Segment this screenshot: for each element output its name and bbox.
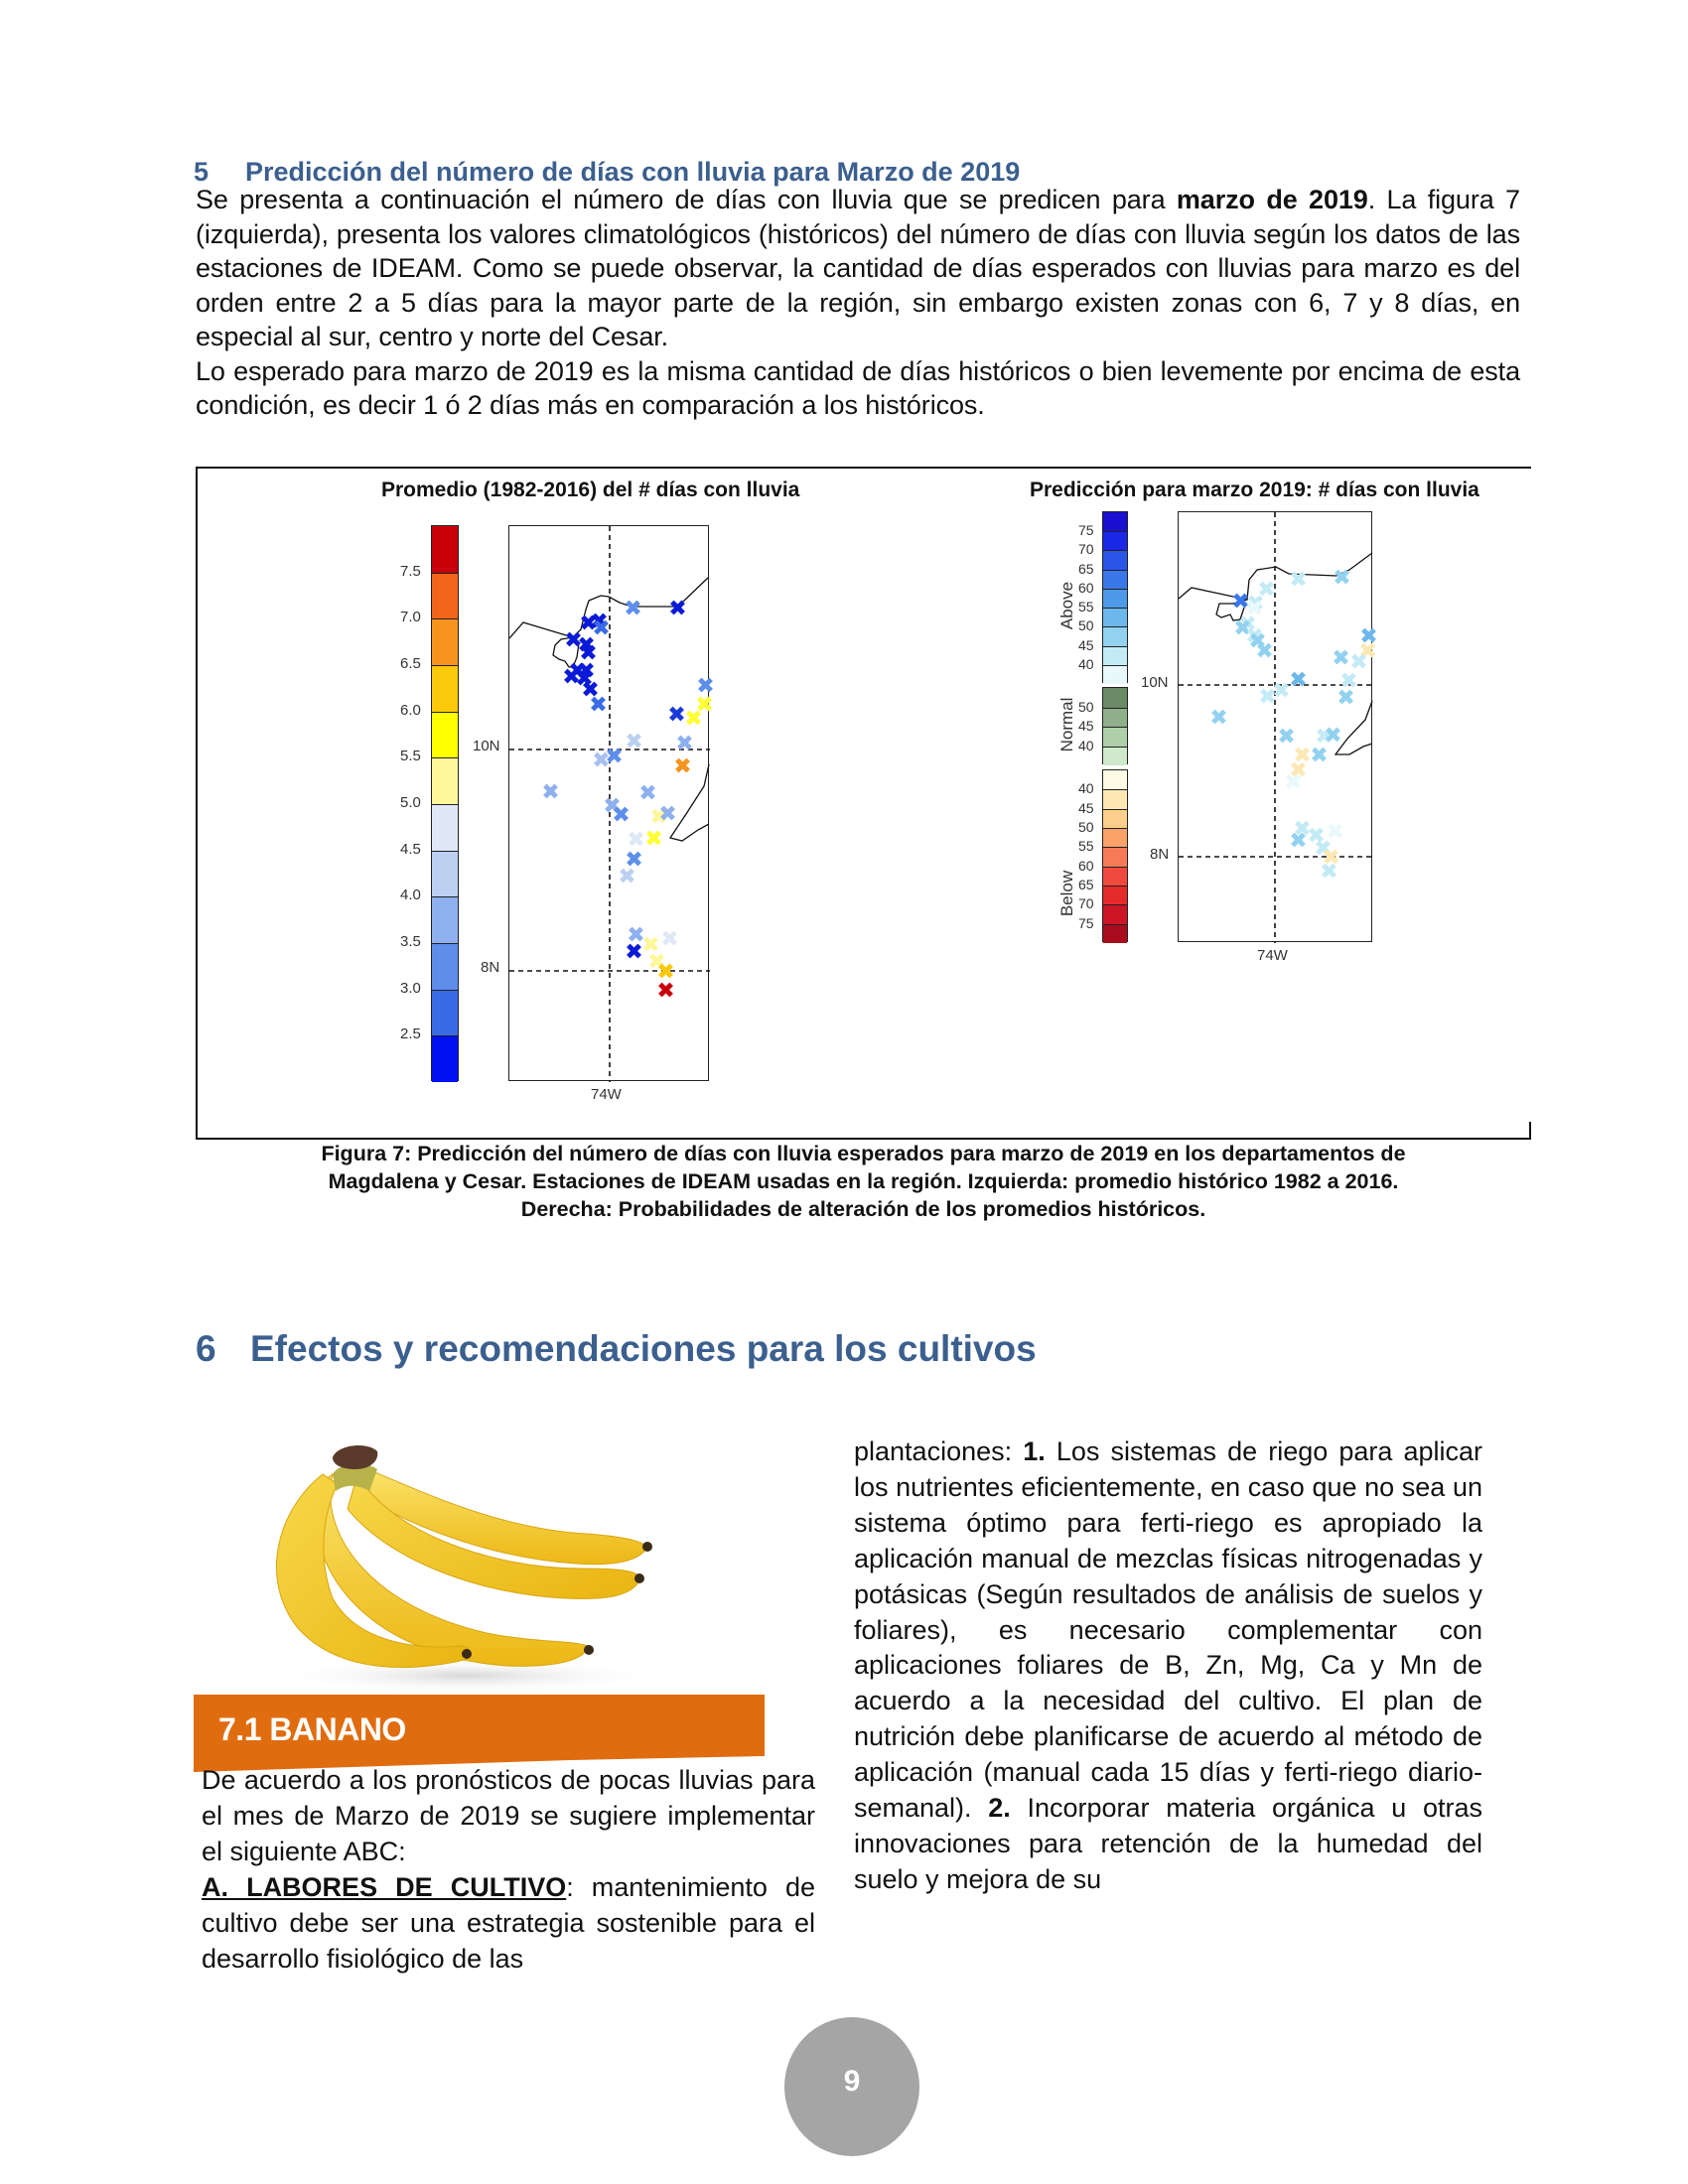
station-marker [1233, 594, 1247, 608]
colorbar-segment [1103, 550, 1127, 569]
colorbar-segment [1103, 570, 1127, 589]
station-marker [646, 831, 660, 845]
colorbar-segment [1103, 904, 1127, 923]
station-marker [581, 645, 595, 659]
station-marker [1274, 683, 1288, 697]
colorbar-segment [1103, 770, 1127, 789]
station-marker [627, 852, 640, 866]
station-marker [1324, 850, 1337, 864]
station-marker [1328, 824, 1341, 838]
colorbar-tick-label: 65 [1078, 560, 1094, 577]
section-title: Predicción del número de días con lluvia para Marzo de 2019 [245, 157, 1021, 187]
right-lat-8n: 8N [1150, 846, 1170, 863]
banano-banner [194, 1695, 765, 1772]
colorbar-segment [432, 1035, 458, 1082]
station-marker [626, 601, 639, 614]
banano-right-column [854, 1434, 1482, 1898]
colorbar-segment [1103, 747, 1127, 766]
colorbar-tick-label: 55 [1078, 838, 1094, 855]
station-marker [1341, 673, 1355, 687]
left-lat-8n: 8N [481, 959, 500, 976]
station-marker [1295, 748, 1309, 761]
station-marker [1351, 654, 1365, 668]
station-marker [677, 736, 691, 750]
colorbar-tick-label: 5.0 [400, 794, 421, 811]
colorbar-tick-label: 50 [1078, 698, 1094, 715]
colorbar-tick-label: 6.5 [400, 655, 421, 672]
colorbar-segment [432, 990, 458, 1036]
colorbar-tick-label: 75 [1078, 914, 1094, 931]
station-marker [607, 749, 621, 762]
colorbar-group-normal [1102, 687, 1128, 764]
station-marker [1259, 582, 1273, 596]
colorbar-tick-label: 75 [1078, 522, 1094, 539]
colorbar-segment [1103, 708, 1127, 728]
station-marker [1279, 729, 1293, 743]
colorbar-tick-label: 3.5 [400, 933, 421, 950]
colorbar-tick-label: 45 [1078, 636, 1094, 653]
section-title: Efectos y recomendaciones para los cultivos [250, 1328, 1037, 1369]
labores-paragraph: A. LABORES DE CULTIVO: mantenimiento de cultivo debe ser una estrategia sostenible para el desarrollo fisiológico de las [202, 1871, 815, 1974]
banana-image [238, 1430, 675, 1698]
station-marker [1322, 864, 1336, 878]
colorbar-tick-label: 50 [1078, 819, 1094, 835]
station-marker [697, 697, 711, 711]
colorbar-tick-label: 6.0 [400, 701, 421, 719]
colorbar-tick-label: 60 [1078, 579, 1094, 596]
station-marker [698, 678, 712, 692]
colorbar-segment [1103, 512, 1127, 531]
station-marker [566, 632, 580, 646]
banano-intro: De acuerdo a los pronósticos de pocas lluvias para el mes de Marzo de 2019 se sugiere implementar el siguiente ABC: [202, 1765, 815, 1866]
station-marker [1247, 601, 1261, 614]
colorbar-tick-label: 2.5 [400, 1025, 421, 1043]
station-marker [629, 927, 642, 941]
station-marker [662, 931, 676, 945]
colorbar-segment [432, 712, 458, 758]
right-lon-74w: 74W [1257, 947, 1288, 964]
page-number-badge [784, 2017, 919, 2156]
banano-left-column [202, 1763, 815, 1977]
colorbar-segment [1103, 828, 1127, 847]
right-lat-10n: 10N [1141, 674, 1169, 691]
paragraph-1: Se presenta a continuación el número de días con lluvia que se predicen para marzo de 2019. La figura 7 (izquierda), presenta los valores climatológicos (históricos) del número de días con lluvia según los datos de las estaciones de IDEAM. Como se puede observar, la cantidad de días esperados con lluvias para marzo es del orden entre 2 a 5 días para la mayor parte de la región, sin embargo existen zonas con 6, 7 y 8 días, en especial al sur, centro y norte del Cesar. [196, 185, 1520, 351]
colorbar-segment [432, 618, 458, 665]
page-number: 9 [843, 2065, 861, 2098]
colorbar-segment [1103, 924, 1127, 943]
colorbar-segment [1103, 608, 1127, 626]
colorbar-tick-label: 45 [1078, 799, 1094, 816]
station-marker [640, 785, 654, 799]
station-marker [670, 601, 684, 614]
colorbar-group-below: Below [1057, 870, 1076, 917]
colorbar-tick-label: 60 [1078, 857, 1094, 874]
station-marker [620, 869, 633, 883]
station-marker [675, 758, 689, 772]
station-marker [1334, 650, 1347, 664]
colorbar-segment [1103, 665, 1127, 684]
colorbar-segment [432, 757, 458, 804]
left-lon-74w: 74W [591, 1086, 622, 1103]
colorbar-segment [1103, 531, 1127, 550]
station-marker [627, 944, 640, 958]
station-marker [1361, 628, 1375, 642]
colorbar-group-below [1102, 769, 1128, 942]
station-marker [1211, 710, 1225, 724]
colorbar-segment [1103, 886, 1127, 904]
banner-label: 7.1 BANANO [218, 1711, 406, 1747]
colorbar-segment [432, 804, 458, 851]
figure-7-caption: Figura 7: Predicción del número de días con lluvia esperados para marzo de 2019 en los departamentos de Magdalena y Cesar. Estaciones de IDEAM usadas en la región. Izquierda: promedio histórico 1982 a 2016. Derecha: Probabilidades de alteración de los promedios históricos. [321, 1142, 1406, 1221]
colorbar-tick-label: 7.5 [400, 562, 421, 580]
colorbar-tick-label: 3.0 [400, 979, 421, 997]
station-marker [591, 697, 605, 711]
station-marker [1335, 570, 1348, 584]
colorbar-group-above: Above [1057, 581, 1076, 630]
colorbar-tick-label: 40 [1078, 780, 1094, 797]
colorbar-segment [432, 851, 458, 897]
station-marker [543, 784, 557, 798]
station-marker [614, 807, 628, 821]
colorbar-tick-label: 70 [1078, 895, 1094, 912]
station-marker [1291, 572, 1305, 586]
colorbar-segment [1103, 867, 1127, 886]
left-colorbar [431, 525, 459, 1081]
right-map-title: Predicción para marzo 2019: # días con lluvia [1030, 478, 1479, 501]
station-marker [594, 752, 608, 766]
paragraph-2: Lo esperado para marzo de 2019 es la misma cantidad de días históricos o bien levemente por encima de esta condición, es decir 1 ó 2 días más en comparación a los históricos. [196, 355, 1520, 420]
left-map-title: Promedio (1982-2016) del # días con lluvia [381, 478, 800, 501]
station-marker [1338, 690, 1352, 704]
colorbar-segment [1103, 847, 1127, 866]
left-map-plot [508, 525, 709, 1081]
colorbar-group-normal: Normal [1057, 697, 1076, 752]
station-marker [627, 734, 640, 748]
bold-date: marzo de 2019 [1176, 185, 1368, 214]
station-marker [660, 806, 674, 820]
colorbar-segment [432, 896, 458, 943]
colorbar-tick-label: 40 [1078, 655, 1094, 672]
station-marker [1326, 728, 1339, 742]
colorbar-segment [1103, 589, 1127, 608]
station-marker [1286, 774, 1300, 788]
station-marker [669, 707, 683, 721]
colorbar-tick-label: 65 [1078, 877, 1094, 892]
colorbar-segment [1103, 789, 1127, 808]
colorbar-segment [432, 526, 458, 573]
section-number: 5 [194, 157, 210, 187]
colorbar-segment [432, 943, 458, 990]
station-marker [1257, 643, 1271, 657]
colorbar-group-above [1102, 511, 1128, 683]
colorbar-segment [1103, 809, 1127, 828]
colorbar-tick-label: 4.0 [400, 887, 421, 904]
station-marker [1291, 672, 1305, 686]
colorbar-tick-label: 40 [1078, 737, 1094, 753]
left-lat-10n: 10N [473, 738, 500, 754]
colorbar-segment [432, 665, 458, 712]
section-6-heading [196, 1328, 1037, 1370]
station-marker [1260, 689, 1274, 703]
station-marker [643, 937, 657, 951]
station-marker [1312, 748, 1326, 761]
nutrition-paragraph: plantaciones: 1. Los sistemas de riego para aplicar los nutrientes eficientemente, en caso que no sea un sistema óptimo para ferti-riego es apropiado la aplicación manual de mezclas físicas nitrogenadas y potásicas (Según resultados de análisis de suelos y foliares), es necesario complementar con aplicaciones foliares de B, Zn, Mg, Ca y Mn de acuerdo a la necesidad del cultivo. El plan de nutrición debe planificarse de acuerdo al método de aplicación (manual cada 15 días y ferti-riego diario-semanal). 2. Incorporar materia orgánica u otras innovaciones para retención de la humedad del suelo y mejora de su [854, 1436, 1482, 1894]
colorbar-segment [432, 573, 458, 619]
colorbar-segment [1103, 626, 1127, 645]
colorbar-tick-label: 4.5 [400, 840, 421, 858]
station-marker [1291, 833, 1305, 847]
station-marker [686, 711, 700, 725]
station-marker [658, 983, 672, 997]
colorbar-tick-label: 50 [1078, 617, 1094, 634]
colorbar-tick-label: 7.0 [400, 609, 421, 626]
station-marker [583, 682, 597, 696]
figure-frame-corner [1529, 1122, 1531, 1140]
section-number: 6 [196, 1328, 216, 1369]
colorbar-tick-label: 5.5 [400, 748, 421, 765]
colorbar-tick-label: 55 [1078, 599, 1094, 615]
colorbar-tick-label: 45 [1078, 718, 1094, 734]
colorbar-segment [1103, 688, 1127, 708]
section-5-body [196, 183, 1520, 423]
colorbar-tick-label: 70 [1078, 541, 1094, 558]
colorbar-segment [1103, 646, 1127, 665]
station-marker [629, 832, 642, 846]
colorbar-segment [1103, 727, 1127, 747]
station-marker [658, 964, 672, 978]
labores-label: A. LABORES DE CULTIVO [202, 1871, 567, 1902]
station-marker [1309, 828, 1323, 842]
station-marker [564, 669, 578, 683]
right-map-plot [1178, 511, 1372, 942]
station-marker [594, 620, 608, 634]
